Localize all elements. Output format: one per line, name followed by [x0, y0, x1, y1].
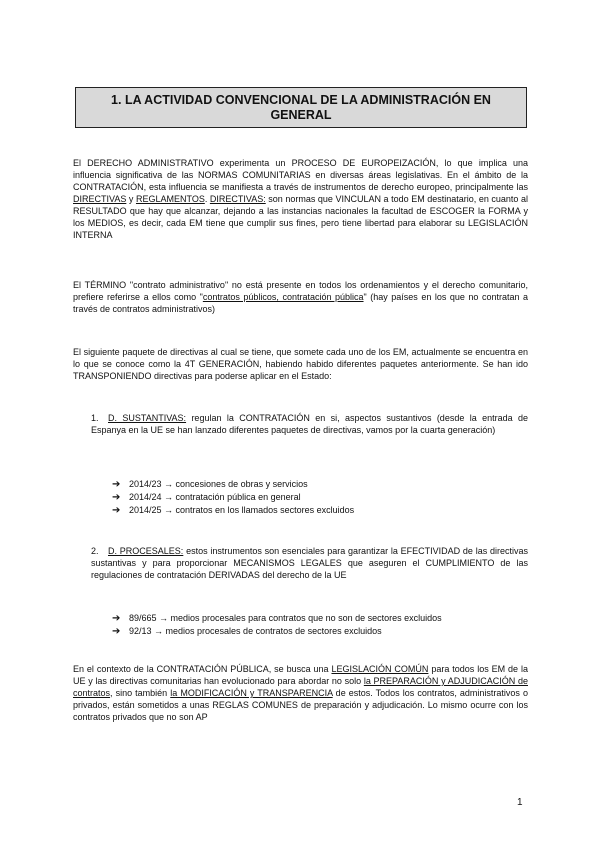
arrow-icon: ➔	[112, 479, 121, 490]
underlined-reglamentos: REGLAMENTOS	[135, 194, 205, 204]
text-run: En el contexto de la CONTRATACIÓN PÚBLICA, se busca una	[73, 664, 332, 674]
item-label: D. PROCESALES:	[108, 546, 184, 556]
section-title-text: LA ACTIVIDAD CONVENCIONAL DE LA ADMINISTRACIÓN EN	[124, 93, 491, 107]
page-number: 1	[517, 797, 523, 808]
underlined-legislacion-comun: LEGISLACIÓN COMÚN	[331, 664, 429, 674]
text-run: de estos. Todos los contratos, administrativos o privados, están sometidos a unas REGLAS COMUNES de preparación y adjudicación. Lo mismo ocurre con los contratos privados que no son AP	[73, 688, 528, 722]
bullet-item	[112, 612, 442, 625]
underlined-directivas-def: DIRECTIVAS:	[209, 194, 266, 204]
paragraph-paquete-directivas: El siguiente paquete de directivas al cual se tiene, que somete cada uno de los EM, actualmente se encuentra en lo que se conoce como la 4T GENERACIÓN, habiendo habido diferentes paquetes anteriormente. Se han ido TRANSPONIENDO directivas para poderse aplicar en el Estado:	[73, 347, 528, 381]
arrow-icon: ➔	[112, 492, 121, 503]
bullet-text: 89/665 → medios procesales para contratos que no son de sectores excluidos	[129, 613, 442, 623]
list-item-sustantivas	[91, 412, 528, 436]
bullet-item	[112, 504, 354, 517]
bullet-text: 92/13 → medios procesales de contratos de sectores excluidos	[129, 626, 382, 636]
item-text: estos instrumentos son esenciales para garantizar la EFECTIVIDAD de las directivas sustantivas y para proporcionar MECANISMOS LEGALES que aseguren el CUMPLIMIENTO de las regulaciones de contratación DERIVADAS del derecho de la UE	[91, 546, 528, 580]
paragraph-termino	[73, 279, 528, 315]
text-run: El TÉRMINO "contrato administrativo" no está presente en todos los ordenamientos y el derecho comunitario, prefiere referirse a ellos como "	[73, 280, 528, 302]
bullet-item	[112, 491, 301, 504]
text-run: para todos los EM de la UE y las directivas comunitarias han evolucionado para abordar no solo	[73, 664, 528, 686]
bullet-text: 2014/23 → concesiones de obras y servicios	[129, 479, 308, 489]
arrow-icon: ➔	[112, 505, 121, 516]
list-number: 2.	[91, 546, 99, 556]
paragraph-contratacion-publica	[73, 663, 528, 723]
section-title-line2: GENERAL	[270, 108, 332, 122]
list-item-procesales	[91, 545, 528, 581]
text-run: .	[204, 194, 210, 204]
text-run: son normas que VINCULAN a todo EM destinatario, en cuanto al RESULTADO que hay que alcanzar, dejando a las instancias nacionales la facultad de ESCOGER la FORMA y los MEDIOS, es decir, cada EM tiene que cumplir sus fines, pero tiene libertad para elaborar su LEGISLACIÓN INTERNA	[73, 194, 528, 240]
bullet-item	[112, 625, 382, 638]
list-number: 1.	[91, 413, 99, 423]
arrow-icon: ➔	[112, 613, 121, 624]
underlined-preparacion: la PREPARACIÓN y ADJUDICACIÓN de contratos	[73, 676, 528, 698]
bullet-item	[112, 478, 308, 491]
section-number: 1.	[111, 93, 122, 107]
underlined-contratos-publicos: contratos públicos, contratación pública	[202, 292, 364, 302]
item-text: regulan la CONTRATACIÓN en si, aspectos sustantivos (desde la entrada de Espanya en la UE se han lanzado diferentes paquetes de directivas, vamos por la cuarta generación)	[91, 413, 528, 435]
arrow-icon: ➔	[112, 626, 121, 637]
underlined-modificacion: la MODIFICACIÓN y TRANSPARENCIA	[170, 688, 333, 698]
item-label: D. SUSTANTIVAS:	[108, 413, 187, 423]
underlined-directivas: DIRECTIVAS	[73, 194, 127, 204]
text-run: y	[126, 194, 136, 204]
text-run: El DERECHO ADMINISTRATIVO experimenta un PROCESO DE EUROPEIZACIÓN, lo que implica una influencia significativa de las NORMAS COMUNITARIAS en diversas áreas legislativas. En el ámbito de la CONTRATACIÓN, esta influencia se manifiesta a través de instrumentos de derecho europeo, principalmente las	[73, 158, 528, 192]
section-title-line1	[76, 93, 526, 108]
text-run: " (hay países en los que no contratan a través de contratos administrativos)	[73, 292, 529, 314]
paragraph-europeizacion	[73, 157, 528, 241]
bullet-text: 2014/25 → contratos en los llamados sectores excluidos	[129, 505, 355, 515]
section-title-box	[75, 87, 527, 128]
text-run: , sino también	[110, 688, 171, 698]
bullet-text: 2014/24 → contratación pública en general	[129, 492, 301, 502]
